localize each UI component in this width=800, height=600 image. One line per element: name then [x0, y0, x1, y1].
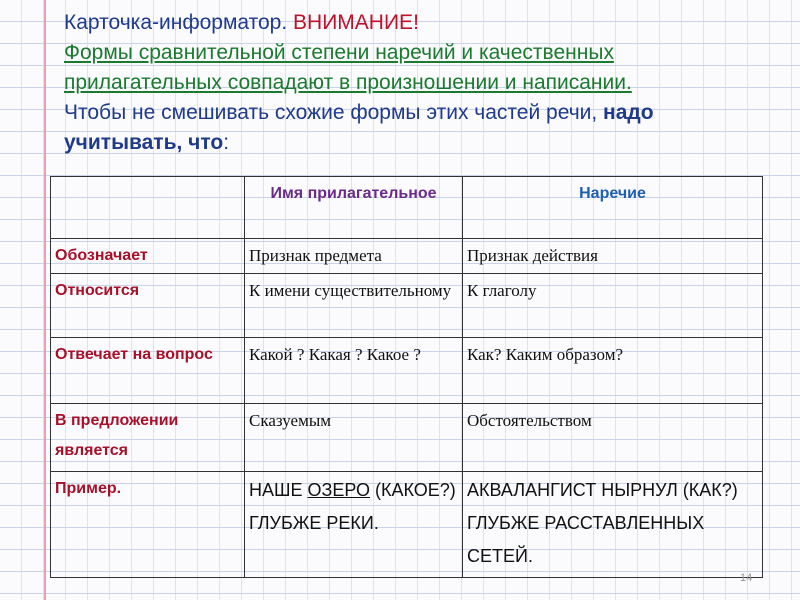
table-header-row — [51, 177, 763, 239]
advice-line-2 — [64, 128, 784, 158]
comparison-table — [50, 176, 763, 578]
adjective-cell: К имени существительному — [245, 274, 463, 338]
adverb-cell: Обстоятельством — [463, 404, 763, 472]
example-label: Пример. — [51, 472, 245, 578]
example-row — [51, 472, 763, 578]
advice-line-1 — [64, 98, 784, 128]
table-row — [51, 404, 763, 472]
example-adj-underlined: ОЗЕРО — [307, 480, 371, 500]
adverb-cell: К глаголу — [463, 274, 763, 338]
advice-text: Чтобы не смешивать схожие формы этих частей речи, — [64, 101, 604, 124]
adjective-cell: Какой ? Какая ? Какое ? — [245, 338, 463, 404]
adverb-cell: Признак действия — [463, 239, 763, 274]
header-empty-cell — [51, 177, 245, 239]
advice-bold-2: учитывать, что — [64, 131, 224, 154]
row-label: Обозначает — [51, 239, 245, 274]
row-label: В предложении является — [51, 404, 245, 472]
example-adj-part-2: (КАКОЕ?) ГЛУБЖЕ РЕКИ. — [249, 480, 456, 533]
header-adverb: Наречие — [463, 177, 763, 239]
rule-line-1: Формы сравнительной степени наречий и качественных — [64, 41, 614, 64]
adjective-cell: Признак предмета — [245, 239, 463, 274]
table-row — [51, 338, 763, 404]
table-row — [51, 239, 763, 274]
example-adverb: АКВАЛАНГИСТ НЫРНУЛ (КАК?) ГЛУБЖЕ РАССТАВЛЕННЫХ СЕТЕЙ. — [463, 472, 763, 578]
card-title: Карточка-информатор. — [64, 11, 294, 34]
advice-bold-1: надо — [603, 101, 654, 124]
header-adjective: Имя прилагательное — [245, 177, 463, 239]
row-label: Отвечает на вопрос — [51, 338, 245, 404]
adverb-cell: Как? Каким образом? — [463, 338, 763, 404]
page-number: 14 — [740, 572, 753, 584]
example-adjective — [245, 472, 463, 578]
attention-label: ВНИМАНИЕ! — [293, 11, 419, 34]
title-line — [64, 8, 784, 38]
info-card-header — [64, 8, 784, 158]
rule-line-2: прилагательных совпадают в произношении и написании. — [64, 71, 632, 94]
table-row — [51, 274, 763, 338]
adjective-cell: Сказуемым — [245, 404, 463, 472]
advice-colon: : — [223, 131, 230, 154]
example-adj-part-1: НАШЕ — [249, 480, 308, 500]
row-label: Относится — [51, 274, 245, 338]
